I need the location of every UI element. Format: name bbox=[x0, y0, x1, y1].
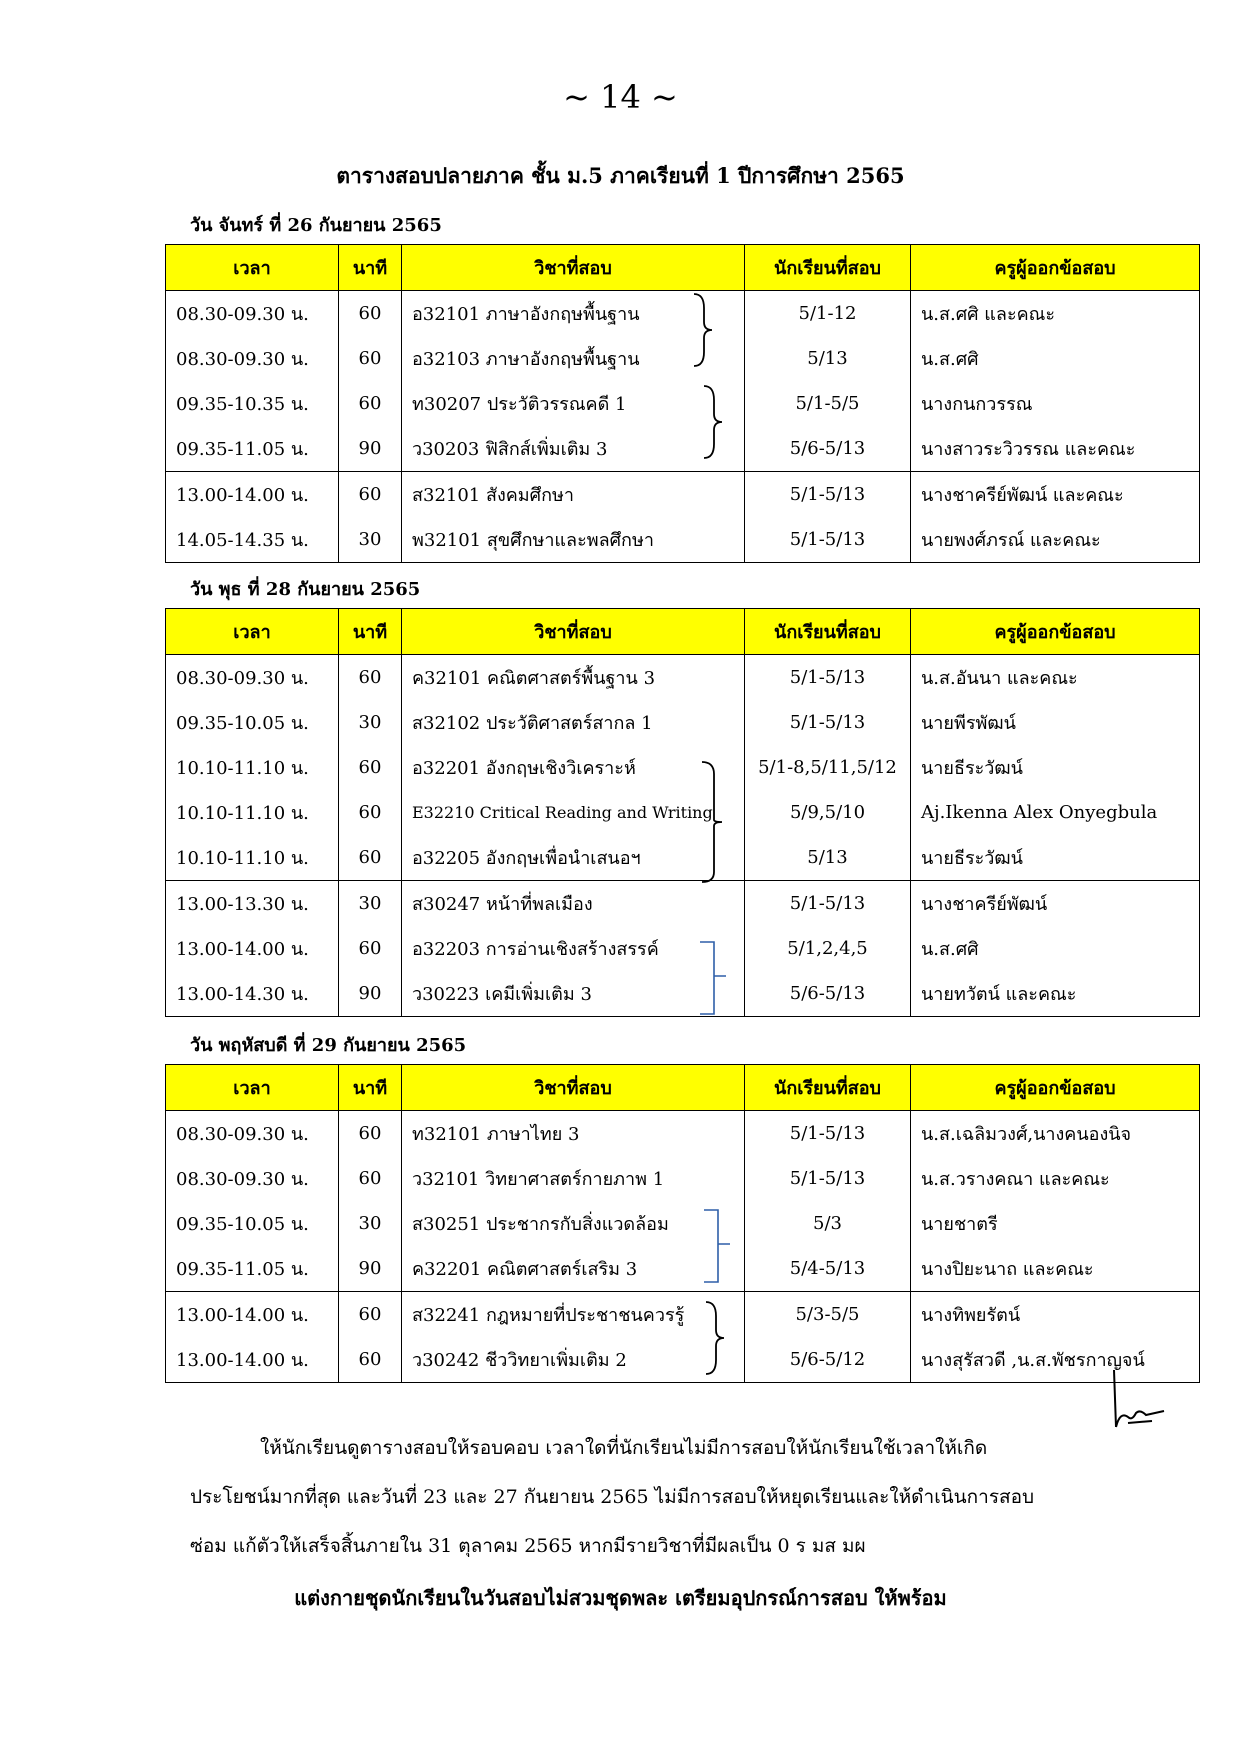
brace-icon bbox=[700, 382, 730, 462]
exam-table-monday bbox=[165, 244, 1200, 563]
teacher-cell: นางกนกวรรณ bbox=[911, 381, 1200, 426]
subject-cell: ว30223 เคมีเพิ่มเติม 3 bbox=[402, 971, 745, 1017]
dress-code-note: แต่งกายชุดนักเรียนในวันสอบไม่สวมชุดพละ เตรียมอุปกรณ์การสอบ ให้พร้อม bbox=[294, 1586, 947, 1610]
minutes-cell: 90 bbox=[339, 426, 402, 472]
subject-cell: ว30242 ชีววิทยาเพิ่มเติม 2 bbox=[402, 1337, 745, 1383]
table-row bbox=[166, 517, 1200, 563]
header-minutes: นาที bbox=[339, 1065, 402, 1111]
table-row bbox=[166, 1111, 1200, 1157]
time-cell: 10.10-11.10 น. bbox=[166, 835, 339, 881]
table-row bbox=[166, 472, 1200, 518]
subject-cell: ท32101 ภาษาไทย 3 bbox=[402, 1111, 745, 1157]
subject-cell: ส32102 ประวัติศาสตร์สากล 1 bbox=[402, 700, 745, 745]
subject-cell: ว32101 วิทยาศาสตร์กายภาพ 1 bbox=[402, 1156, 745, 1201]
students-cell: 5/1-5/13 bbox=[745, 655, 911, 701]
minutes-cell: 30 bbox=[339, 1201, 402, 1246]
time-cell: 13.00-14.00 น. bbox=[166, 926, 339, 971]
header-students: นักเรียนที่สอบ bbox=[745, 245, 911, 291]
teacher-cell: Aj.Ikenna Alex Onyegbula bbox=[911, 790, 1200, 835]
minutes-cell: 60 bbox=[339, 291, 402, 337]
teacher-cell: นายธีระวัฒน์ bbox=[911, 745, 1200, 790]
header-subject: วิชาที่สอบ bbox=[402, 609, 745, 655]
table-header-row bbox=[166, 245, 1200, 291]
students-cell: 5/13 bbox=[745, 336, 911, 381]
time-cell: 08.30-09.30 น. bbox=[166, 1156, 339, 1201]
header-students: นักเรียนที่สอบ bbox=[745, 1065, 911, 1111]
exam-table-thursday bbox=[165, 1064, 1200, 1383]
subject-cell: ค32101 คณิตศาสตร์พื้นฐาน 3 bbox=[402, 655, 745, 701]
time-cell: 13.00-14.30 น. bbox=[166, 971, 339, 1017]
header-teacher: ครูผู้ออกข้อสอบ bbox=[911, 245, 1200, 291]
header-teacher: ครูผู้ออกข้อสอบ bbox=[911, 609, 1200, 655]
minutes-cell: 30 bbox=[339, 881, 402, 927]
minutes-cell: 90 bbox=[339, 971, 402, 1017]
header-subject: วิชาที่สอบ bbox=[402, 1065, 745, 1111]
time-cell: 09.35-10.05 น. bbox=[166, 700, 339, 745]
students-cell: 5/3 bbox=[745, 1201, 911, 1246]
time-cell: 09.35-10.35 น. bbox=[166, 381, 339, 426]
minutes-cell: 60 bbox=[339, 655, 402, 701]
teacher-cell: น.ส.วรางคณา และคณะ bbox=[911, 1156, 1200, 1201]
teacher-cell: น.ส.ศศิ bbox=[911, 336, 1200, 381]
teacher-cell: น.ส.ศศิ bbox=[911, 926, 1200, 971]
students-cell: 5/1-5/13 bbox=[745, 1111, 911, 1157]
teacher-cell: นางชาครีย์พัฒน์ และคณะ bbox=[911, 472, 1200, 518]
table-header-row bbox=[166, 1065, 1200, 1111]
students-cell: 5/13 bbox=[745, 835, 911, 881]
brace-icon bbox=[700, 758, 730, 886]
students-cell: 5/1-5/13 bbox=[745, 1156, 911, 1201]
brace-icon bbox=[696, 938, 732, 1018]
minutes-cell: 30 bbox=[339, 517, 402, 563]
minutes-cell: 60 bbox=[339, 1111, 402, 1157]
teacher-cell: น.ส.ศศิ และคณะ bbox=[911, 291, 1200, 337]
time-cell: 08.30-09.30 น. bbox=[166, 1111, 339, 1157]
students-cell: 5/6-5/13 bbox=[745, 971, 911, 1017]
teacher-cell: นางสาวระวิวรรณ และคณะ bbox=[911, 426, 1200, 472]
subject-cell: อ32103 ภาษาอังกฤษพื้นฐาน bbox=[402, 336, 745, 381]
brace-icon bbox=[702, 1298, 732, 1378]
subject-cell: ส30247 หน้าที่พลเมือง bbox=[402, 881, 745, 927]
table-row bbox=[166, 700, 1200, 745]
subject-cell: ค32201 คณิตศาสตร์เสริม 3 bbox=[402, 1246, 745, 1292]
note-line-3: ซ่อม แก้ตัวให้เสร็จสิ้นภายใน 31 ตุลาคม 2565 หากมีรายวิชาที่มีผลเป็น 0 ร มส มผ bbox=[190, 1535, 866, 1557]
subject-cell: อ32205 อังกฤษเพื่อนำเสนอฯ bbox=[402, 835, 745, 881]
students-cell: 5/1-5/13 bbox=[745, 472, 911, 518]
table-row bbox=[166, 426, 1200, 472]
time-cell: 13.00-13.30 น. bbox=[166, 881, 339, 927]
table-row bbox=[166, 655, 1200, 701]
minutes-cell: 60 bbox=[339, 926, 402, 971]
table-row bbox=[166, 1292, 1200, 1338]
table-row bbox=[166, 926, 1200, 971]
minutes-cell: 60 bbox=[339, 745, 402, 790]
header-minutes: นาที bbox=[339, 245, 402, 291]
table-row bbox=[166, 971, 1200, 1017]
day-heading-thursday: วัน พฤหัสบดี ที่ 29 กันยายน 2565 bbox=[190, 1035, 467, 1056]
time-cell: 13.00-14.00 น. bbox=[166, 1292, 339, 1338]
teacher-cell: นางทิพยรัตน์ bbox=[911, 1292, 1200, 1338]
note-text: ให้นักเรียนดูตารางสอบให้รอบคอบ เวลาใดที่นักเรียนไม่มีการสอบให้นักเรียนใช้เวลาให้เกิด bbox=[260, 1437, 988, 1459]
subject-cell: อ32101 ภาษาอังกฤษพื้นฐาน bbox=[402, 291, 745, 337]
subject-cell: ว30203 ฟิสิกส์เพิ่มเติม 3 bbox=[402, 426, 745, 472]
page-title: ตารางสอบปลายภาค ชั้น ม.5 ภาคเรียนที่ 1 ปีการศึกษา 2565 bbox=[336, 163, 905, 188]
minutes-cell: 60 bbox=[339, 1292, 402, 1338]
table-row bbox=[166, 381, 1200, 426]
teacher-cell: นายพีรพัฒน์ bbox=[911, 700, 1200, 745]
students-cell: 5/9,5/10 bbox=[745, 790, 911, 835]
time-cell: 08.30-09.30 น. bbox=[166, 291, 339, 337]
minutes-cell: 60 bbox=[339, 381, 402, 426]
header-subject: วิชาที่สอบ bbox=[402, 245, 745, 291]
page-number: ~ 14 ~ bbox=[563, 78, 678, 116]
time-cell: 08.30-09.30 น. bbox=[166, 336, 339, 381]
subject-cell: อ32203 การอ่านเชิงสร้างสรรค์ bbox=[402, 926, 745, 971]
table-row bbox=[166, 291, 1200, 337]
table-row bbox=[166, 336, 1200, 381]
table-row bbox=[166, 1246, 1200, 1292]
teacher-cell: นางปิยะนาถ และคณะ bbox=[911, 1246, 1200, 1292]
time-cell: 09.35-11.05 น. bbox=[166, 1246, 339, 1292]
teacher-cell: นายทวัตน์ และคณะ bbox=[911, 971, 1200, 1017]
exam-table-wednesday bbox=[165, 608, 1200, 1017]
header-time: เวลา bbox=[166, 609, 339, 655]
note-line-2: ประโยชน์มากที่สุด และวันที่ 23 และ 27 กันยายน 2565 ไม่มีการสอบให้หยุดเรียนและให้ดำเนินการสอบ bbox=[190, 1486, 1035, 1508]
note-line-1 bbox=[190, 1424, 1120, 1473]
table-header-row bbox=[166, 609, 1200, 655]
teacher-cell: นางชาครีย์พัฒน์ bbox=[911, 881, 1200, 927]
minutes-cell: 60 bbox=[339, 835, 402, 881]
day-heading-wednesday: วัน พุธ ที่ 28 กันยายน 2565 bbox=[190, 579, 421, 600]
minutes-cell: 60 bbox=[339, 336, 402, 381]
header-time: เวลา bbox=[166, 245, 339, 291]
subject-cell: ส30251 ประชากรกับสิ่งแวดล้อม bbox=[402, 1201, 745, 1246]
students-cell: 5/1,2,4,5 bbox=[745, 926, 911, 971]
table-row bbox=[166, 881, 1200, 927]
table-row bbox=[166, 745, 1200, 790]
teacher-cell: นายชาตรี bbox=[911, 1201, 1200, 1246]
subject-cell: พ32101 สุขศึกษาและพลศึกษา bbox=[402, 517, 745, 563]
time-cell: 13.00-14.00 น. bbox=[166, 472, 339, 518]
minutes-cell: 60 bbox=[339, 1156, 402, 1201]
students-cell: 5/1-5/13 bbox=[745, 700, 911, 745]
table-row bbox=[166, 835, 1200, 881]
header-time: เวลา bbox=[166, 1065, 339, 1111]
teacher-cell: น.ส.อันนา และคณะ bbox=[911, 655, 1200, 701]
header-students: นักเรียนที่สอบ bbox=[745, 609, 911, 655]
time-cell: 09.35-11.05 น. bbox=[166, 426, 339, 472]
students-cell: 5/6-5/13 bbox=[745, 426, 911, 472]
time-cell: 10.10-11.10 น. bbox=[166, 790, 339, 835]
minutes-cell: 60 bbox=[339, 1337, 402, 1383]
subject-cell: ส32241 กฎหมายที่ประชาชนควรรู้ bbox=[402, 1292, 745, 1338]
subject-cell: อ32201 อังกฤษเชิงวิเคราะห์ bbox=[402, 745, 745, 790]
minutes-cell: 90 bbox=[339, 1246, 402, 1292]
table-row bbox=[166, 1156, 1200, 1201]
teacher-cell: นางสุรัสวดี ,น.ส.พัชรกาญจน์ bbox=[911, 1337, 1200, 1383]
time-cell: 10.10-11.10 น. bbox=[166, 745, 339, 790]
day-heading-monday: วัน จันทร์ ที่ 26 กันยายน 2565 bbox=[190, 215, 442, 236]
subject-cell: E32210 Critical Reading and Writing bbox=[402, 790, 745, 835]
table-row bbox=[166, 1337, 1200, 1383]
header-teacher: ครูผู้ออกข้อสอบ bbox=[911, 1065, 1200, 1111]
table-row bbox=[166, 1201, 1200, 1246]
brace-icon bbox=[700, 1206, 736, 1286]
header-minutes: นาที bbox=[339, 609, 402, 655]
minutes-cell: 60 bbox=[339, 790, 402, 835]
subject-cell: ท30207 ประวัติวรรณคดี 1 bbox=[402, 381, 745, 426]
subject-cell: ส32101 สังคมศึกษา bbox=[402, 472, 745, 518]
time-cell: 14.05-14.35 น. bbox=[166, 517, 339, 563]
students-cell: 5/1-12 bbox=[745, 291, 911, 337]
teacher-cell: นายพงศ์ภรณ์ และคณะ bbox=[911, 517, 1200, 563]
students-cell: 5/1-5/13 bbox=[745, 517, 911, 563]
students-cell: 5/6-5/12 bbox=[745, 1337, 911, 1383]
time-cell: 08.30-09.30 น. bbox=[166, 655, 339, 701]
minutes-cell: 60 bbox=[339, 472, 402, 518]
students-cell: 5/1-8,5/11,5/12 bbox=[745, 745, 911, 790]
students-cell: 5/4-5/13 bbox=[745, 1246, 911, 1292]
time-cell: 09.35-10.05 น. bbox=[166, 1201, 339, 1246]
teacher-cell: นายธีระวัฒน์ bbox=[911, 835, 1200, 881]
students-cell: 5/1-5/13 bbox=[745, 881, 911, 927]
students-cell: 5/1-5/5 bbox=[745, 381, 911, 426]
table-row bbox=[166, 790, 1200, 835]
students-cell: 5/3-5/5 bbox=[745, 1292, 911, 1338]
teacher-cell: น.ส.เฉลิมวงศ์,นางคนองนิจ bbox=[911, 1111, 1200, 1157]
brace-icon bbox=[690, 290, 720, 370]
minutes-cell: 30 bbox=[339, 700, 402, 745]
time-cell: 13.00-14.00 น. bbox=[166, 1337, 339, 1383]
